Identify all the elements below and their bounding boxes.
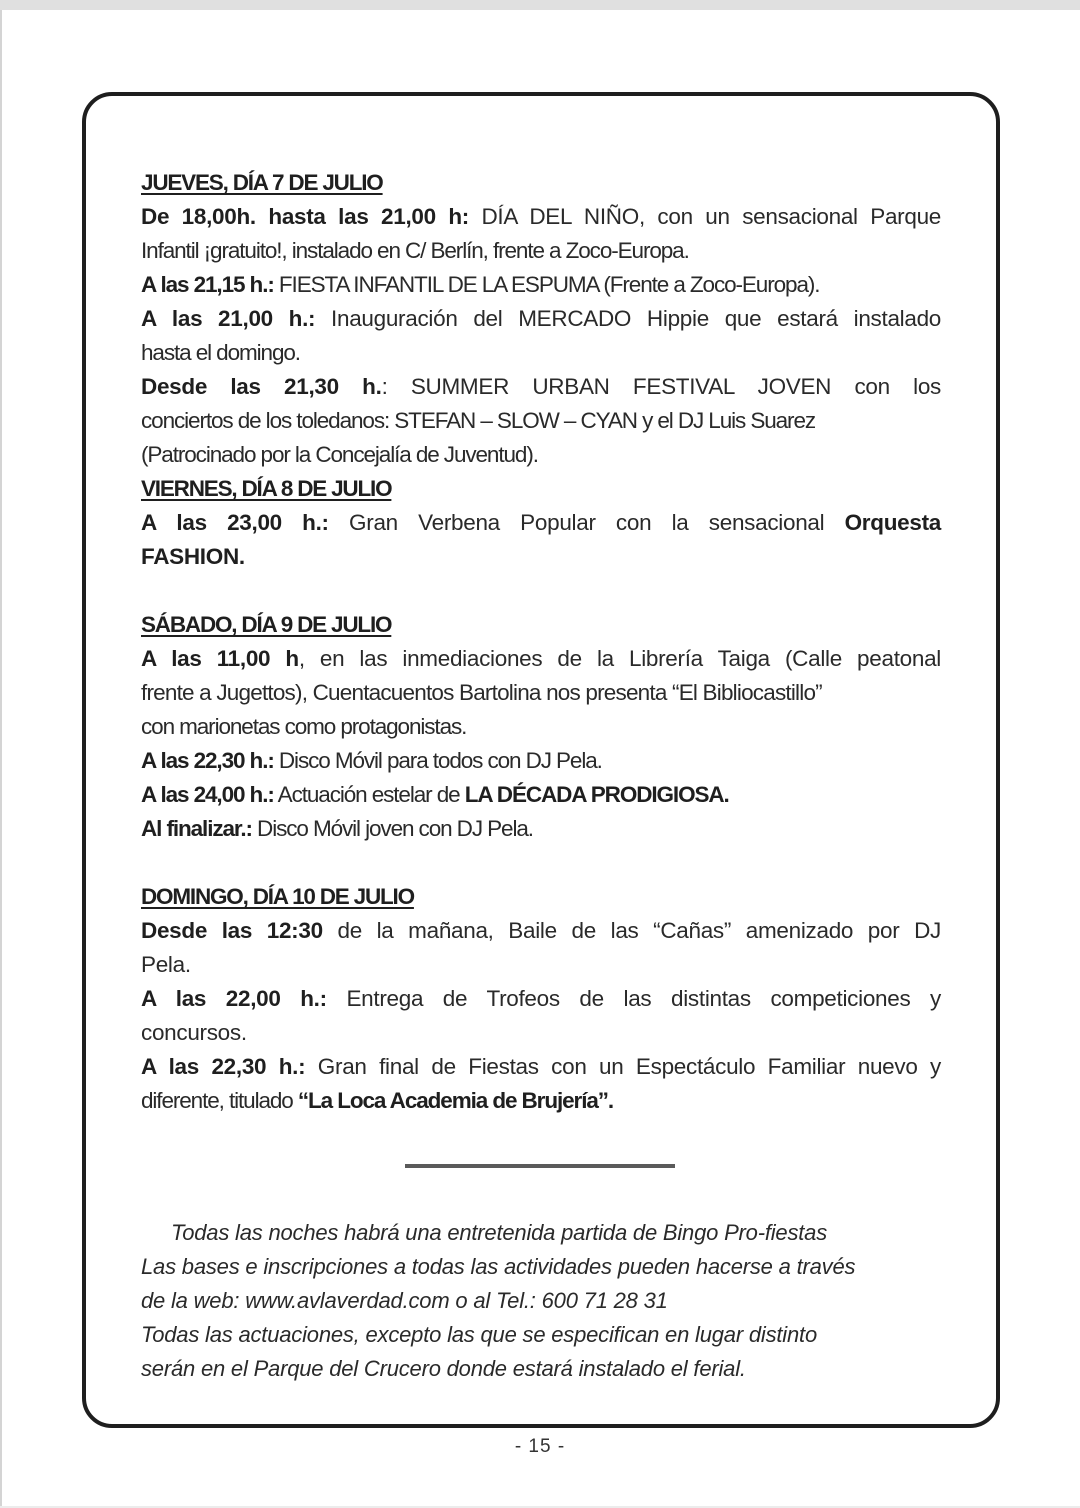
- entry-text: Actuación estelar de: [273, 782, 465, 807]
- viewer-top-bar: [0, 0, 1080, 10]
- entry-time: A las 22,00 h.:: [141, 986, 327, 1011]
- entry-time: A las 22,30 h.:: [141, 1054, 306, 1079]
- entry-text: DÍA DEL NIÑO, con un sensacional Parque: [468, 204, 941, 229]
- entry-line: [141, 506, 941, 540]
- page-number: - 15 -: [514, 1436, 566, 1457]
- entry-text: Entrega de Trofeos de las distintas competiciones y: [326, 986, 941, 1011]
- note-line: serán en el Parque del Crucero donde estará instalado el ferial.: [141, 1356, 746, 1381]
- day-heading-thursday: JUEVES, DÍA 7 DE JULIO: [141, 170, 383, 195]
- day-heading-saturday: SÁBADO, DÍA 9 DE JULIO: [141, 612, 392, 637]
- note-line: Las bases e inscripciones a todas las actividades pueden hacerse a través: [141, 1254, 856, 1279]
- entry-text: Gran final de Fiestas con un Espectáculo Familiar nuevo y: [305, 1054, 941, 1079]
- section-gap: [141, 574, 941, 608]
- entry-line: [141, 744, 941, 778]
- entry-line: [141, 812, 941, 846]
- entry-line: frente a Jugettos), Cuentacuentos Bartolina nos presenta “El Bibliocastillo”: [141, 680, 822, 705]
- entry-line: (Patrocinado por la Concejalía de Juventud).: [141, 442, 538, 467]
- entry-time: A las 21,15 h.:: [141, 272, 274, 297]
- entry-time: Desde las 21,30 h.: [141, 374, 382, 399]
- entry-line: [141, 200, 941, 234]
- divider-line: [405, 1164, 675, 1168]
- day-heading-sunday: DOMINGO, DÍA 10 DE JULIO: [141, 884, 414, 909]
- entry-line: Pela.: [141, 952, 191, 977]
- entry-line: Infantil ¡gratuito!, instalado en C/ Berlín, frente a Zoco-Europa.: [141, 238, 689, 263]
- entry-line: [141, 1084, 941, 1118]
- entry-line: [141, 370, 941, 404]
- section-gap: [141, 846, 941, 880]
- entry-highlight: LA DÉCADA PRODIGIOSA.: [464, 782, 729, 807]
- entry-text: Disco Móvil para todos con DJ Pela.: [273, 748, 602, 773]
- program-content: [141, 166, 941, 1118]
- entry-line: [141, 982, 941, 1016]
- entry-time: A las 21,00 h.:: [141, 306, 316, 331]
- entry-line: hasta el domingo.: [141, 340, 300, 365]
- note-line: Todas las noches habrá una entretenida partida de Bingo Pro-fiestas: [171, 1220, 828, 1245]
- entry-highlight: Orquesta: [844, 510, 941, 535]
- note-line: de la web: www.avlaverdad.com o al Tel.: 600 71 28 31: [141, 1288, 668, 1313]
- entry-line: [141, 778, 941, 812]
- entry-time: A las 11,00 h: [141, 646, 299, 671]
- entry-line: [141, 268, 941, 302]
- entry-time: A las 22,30 h.:: [141, 748, 274, 773]
- entry-text: Disco Móvil joven con DJ Pela.: [251, 816, 533, 841]
- entry-time: Al finalizar.:: [141, 816, 252, 841]
- entry-highlight: “La Loca Academia de Brujería”.: [297, 1088, 614, 1113]
- entry-line: concursos.: [141, 1020, 247, 1045]
- entry-time: De 18,00h. hasta las 21,00 h:: [141, 204, 469, 229]
- entry-line: [141, 642, 941, 676]
- entry-text: : SUMMER URBAN FESTIVAL JOVEN con los: [381, 374, 941, 399]
- entry-text: diferente, titulado: [141, 1088, 298, 1113]
- entry-text: Gran Verbena Popular con la sensacional: [328, 510, 845, 535]
- note-line: Todas las actuaciones, excepto las que se especifican en lugar distinto: [141, 1322, 817, 1347]
- entry-line: [141, 914, 941, 948]
- day-heading-friday: VIERNES, DÍA 8 DE JULIO: [141, 476, 392, 501]
- entry-text: Inauguración del MERCADO Hippie que estará instalado: [315, 306, 941, 331]
- entry-highlight: FASHION.: [141, 544, 245, 569]
- entry-text: de la mañana, Baile de las “Cañas” amenizado por DJ: [322, 918, 941, 943]
- entry-text: FIESTA INFANTIL DE LA ESPUMA (Frente a Zoco-Europa).: [273, 272, 820, 297]
- entry-text: , en las inmediaciones de la Librería Taiga (Calle peatonal: [298, 646, 941, 671]
- entry-line: conciertos de los toledanos: STEFAN – SLOW – CYAN y el DJ Luis Suarez: [141, 408, 816, 433]
- entry-time: A las 24,00 h.:: [141, 782, 274, 807]
- entry-line: con marionetas como protagonistas.: [141, 714, 467, 739]
- entry-line: [141, 302, 941, 336]
- entry-time: A las 23,00 h.:: [141, 510, 329, 535]
- entry-line: [141, 1050, 941, 1084]
- notes-block: [141, 1216, 941, 1386]
- entry-time: Desde las 12:30: [141, 918, 323, 943]
- viewer-left-edge: [0, 10, 2, 1508]
